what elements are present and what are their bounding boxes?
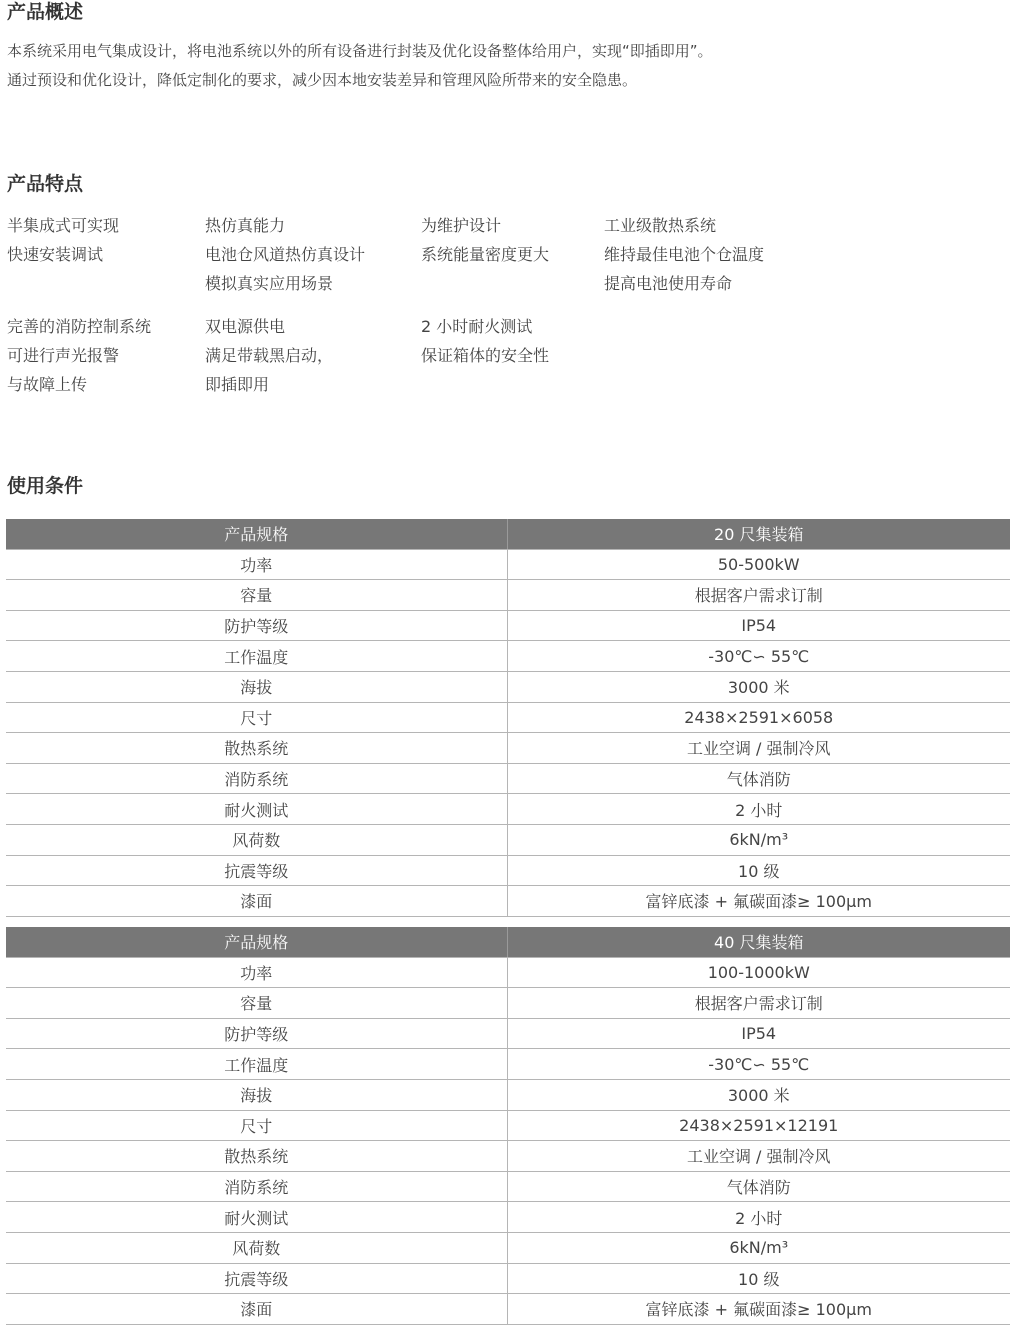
spec-label: 工作温度	[6, 641, 507, 672]
feature-line: 电池仓风道热仿真设计	[205, 245, 366, 264]
spec-value: 2 小时	[507, 794, 1010, 825]
spec-value: 3000 米	[507, 671, 1010, 702]
spec-value: -30℃∽ 55℃	[507, 1049, 1010, 1080]
feature-line: 满足带载黑启动，	[205, 346, 334, 365]
feature-item	[205, 211, 365, 298]
spec-label: 容量	[6, 988, 507, 1019]
spec-value: 气体消防	[507, 763, 1010, 794]
spec-label: 风荷数	[6, 1232, 507, 1263]
feature-item	[421, 211, 549, 269]
table-row	[6, 1232, 1010, 1263]
feature-item	[421, 312, 549, 370]
spec-value: -30℃∽ 55℃	[507, 641, 1010, 672]
spec-value: 2438×2591×12191	[507, 1110, 1010, 1141]
table-row	[6, 855, 1010, 886]
spec-label: 容量	[6, 580, 507, 611]
spec-label: 耐火测试	[6, 1202, 507, 1233]
table-row	[6, 549, 1010, 580]
table-row	[6, 1110, 1010, 1141]
feature-line: 工业级散热系统	[604, 216, 717, 235]
feature-line: 完善的消防控制系统	[7, 317, 152, 336]
header-cell: 20 尺集装箱	[507, 519, 1010, 549]
table-row	[6, 580, 1010, 611]
feature-item	[205, 312, 333, 399]
table-row	[6, 702, 1010, 733]
spec-value: IP54	[507, 610, 1010, 641]
spec-value: 根据客户需求订制	[507, 988, 1010, 1019]
spec-label: 消防系统	[6, 1171, 507, 1202]
spec-label: 海拔	[6, 671, 507, 702]
feature-line: 提高电池使用寿命	[604, 274, 733, 293]
table-row	[6, 641, 1010, 672]
table-row	[6, 886, 1010, 917]
table-row	[6, 1202, 1010, 1233]
spec-label: 海拔	[6, 1079, 507, 1110]
table-row	[6, 763, 1010, 794]
spec-table-40ft	[6, 927, 1010, 1325]
feature-line: 半集成式可实现	[7, 216, 120, 235]
features-title: 产品特点	[7, 173, 84, 195]
spec-label: 耐火测试	[6, 794, 507, 825]
spec-value: 工业空调 / 强制冷风	[507, 1141, 1010, 1172]
table-row	[6, 1171, 1010, 1202]
table-row	[6, 1049, 1010, 1080]
feature-line: 与故障上传	[7, 375, 88, 394]
spec-label: 尺寸	[6, 702, 507, 733]
table-row	[6, 988, 1010, 1019]
table-row	[6, 733, 1010, 764]
overview-line: 通过预设和优化设计，降低定制化的要求，减少因本地安装差异和管理风险所带来的安全隐患。	[7, 71, 638, 89]
spec-value: 6kN/m³	[507, 824, 1010, 855]
spec-value: 10 级	[507, 1263, 1010, 1294]
feature-item	[7, 211, 119, 269]
spec-value: 工业空调 / 强制冷风	[507, 733, 1010, 764]
spec-label: 功率	[6, 549, 507, 580]
table-row	[6, 1294, 1010, 1325]
spec-table-20ft	[6, 519, 1010, 917]
table-row	[6, 1263, 1010, 1294]
spec-label: 抗震等级	[6, 855, 507, 886]
feature-item	[7, 312, 151, 399]
header-cell: 40 尺集装箱	[507, 927, 1010, 957]
spec-value: 富锌底漆 + 氟碳面漆≥ 100μm	[507, 886, 1010, 917]
spec-value: 根据客户需求订制	[507, 580, 1010, 611]
overview-title: 产品概述	[7, 1, 84, 23]
table-row	[6, 671, 1010, 702]
spec-value: 3000 米	[507, 1079, 1010, 1110]
feature-line: 保证箱体的安全性	[421, 346, 550, 365]
spec-label: 工作温度	[6, 1049, 507, 1080]
overview-text	[7, 37, 713, 95]
spec-value: 富锌底漆 + 氟碳面漆≥ 100μm	[507, 1294, 1010, 1325]
spec-value: 6kN/m³	[507, 1232, 1010, 1263]
table-row	[6, 1079, 1010, 1110]
overview-line: 本系统采用电气集成设计，将电池系统以外的所有设备进行封装及优化设备整体给用户，实现“即插即用”。	[7, 42, 713, 60]
header-cell: 产品规格	[6, 519, 507, 549]
feature-line: 维持最佳电池个仓温度	[604, 245, 765, 264]
feature-line: 系统能量密度更大	[421, 245, 550, 264]
feature-line: 2 小时耐火测试	[421, 317, 533, 336]
spec-label: 漆面	[6, 1294, 507, 1325]
table-row	[6, 1141, 1010, 1172]
feature-item	[604, 211, 764, 298]
spec-label: 防护等级	[6, 1018, 507, 1049]
spec-value: 气体消防	[507, 1171, 1010, 1202]
spec-label: 风荷数	[6, 824, 507, 855]
spec-label: 漆面	[6, 886, 507, 917]
table-row	[6, 824, 1010, 855]
feature-line: 模拟真实应用场景	[205, 274, 334, 293]
table-row	[6, 610, 1010, 641]
spec-value: 2 小时	[507, 1202, 1010, 1233]
table-row	[6, 957, 1010, 988]
spec-value: IP54	[507, 1018, 1010, 1049]
header-cell: 产品规格	[6, 927, 507, 957]
spec-value: 10 级	[507, 855, 1010, 886]
spec-value: 50-500kW	[507, 549, 1010, 580]
spec-label: 功率	[6, 957, 507, 988]
feature-line: 快速安装调试	[7, 245, 104, 264]
table-header-row	[6, 927, 1010, 957]
spec-value: 2438×2591×6058	[507, 702, 1010, 733]
spec-label: 防护等级	[6, 610, 507, 641]
feature-line: 为维护设计	[421, 216, 502, 235]
table-row	[6, 794, 1010, 825]
feature-line: 双电源供电	[205, 317, 286, 336]
feature-line: 即插即用	[205, 375, 270, 394]
conditions-title: 使用条件	[7, 475, 84, 497]
spec-label: 散热系统	[6, 733, 507, 764]
spec-label: 散热系统	[6, 1141, 507, 1172]
table-row	[6, 1018, 1010, 1049]
feature-line: 热仿真能力	[205, 216, 286, 235]
spec-label: 尺寸	[6, 1110, 507, 1141]
spec-label: 抗震等级	[6, 1263, 507, 1294]
spec-label: 消防系统	[6, 763, 507, 794]
table-header-row	[6, 519, 1010, 549]
spec-value: 100-1000kW	[507, 957, 1010, 988]
feature-line: 可进行声光报警	[7, 346, 120, 365]
